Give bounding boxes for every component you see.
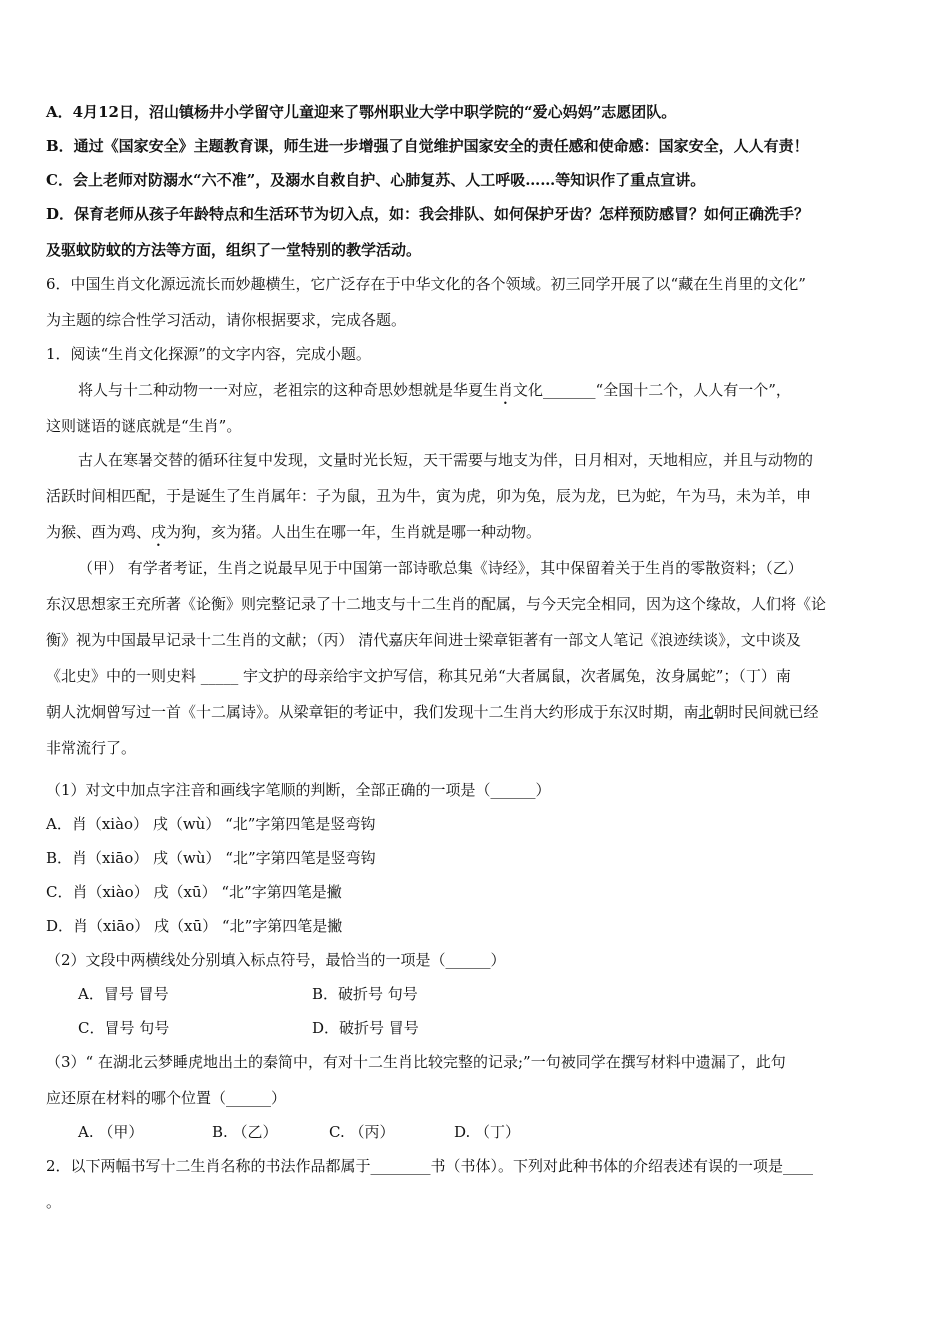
q1-stem: （1）对文中加点字注音和画线字笔顺的判断，全部正确的一项是（______） [46, 781, 551, 799]
passage-p3-line6: 非常流行了。 [46, 739, 137, 757]
q2-option-d: D．破折号 冒号 [312, 1019, 419, 1037]
passage-p2-line1: 古人在寒暑交替的循环往复中发现，文量时光长短，天干需要与地支为伴，日月相对，天地相应，并且与动物的 [78, 451, 814, 469]
option-b: B．通过《国家安全》主题教育课，师生进一步增强了自觉维护国家安全的责任感和使命感：国家安全，人人有责！ [46, 137, 809, 155]
dotted-char-xiao: 肖 [498, 381, 514, 399]
q2-option-a: A．冒号 冒号 [78, 985, 169, 1003]
option-d-line1: D．保育老师从孩子年龄特点和生活环节为切入点，如：我会排队、如何保护牙齿？怎样预防感冒？如何正确洗手？ [46, 205, 810, 223]
q1-option-a: A．肖（xiào） 戌（wù） “北”字第四笔是竖弯钩 [46, 815, 376, 833]
passage-p1-line2: 这则谜语的谜底就是“生肖”。 [46, 417, 242, 435]
dotted-char-xu: 戌 [151, 523, 167, 541]
passage-text: 为猴、酉为鸡、 [46, 523, 152, 541]
passage-text: 为狗，亥为猪。人出生在哪一年，生肖就是哪一种动物。 [166, 523, 542, 541]
underlined-char-bei: 北 [698, 703, 714, 721]
sub2-line1: 2．以下两幅书写十二生肖名称的书法作品都属于________书（书体）。下列对此种书体的介绍表述有误的一项是____ [46, 1157, 814, 1175]
passage-p3-line1: （甲） 有学者考证，生肖之说最早见于中国第一部诗歌总集《诗经》，其中保留着关于生肖的零散资料；（乙） [78, 559, 803, 577]
q3-option-b: B. （乙） [212, 1123, 278, 1141]
q3-option-d: D. （丁） [454, 1123, 521, 1141]
option-a: A．4月12日，沼山镇杨井小学留守儿童迎来了鄂州职业大学中职学院的“爱心妈妈”志愿团队。 [46, 103, 677, 121]
q6-intro-line1: 6．中国生肖文化源远流长而妙趣横生，它广泛存在于中华文化的各个领域。初三同学开展了以“藏在生肖里的文化” [46, 275, 806, 293]
passage-text: 朝时民间就已经 [713, 703, 819, 721]
option-d-line2: 及驱蚊防蚊的方法等方面，组织了一堂特别的教学活动。 [46, 241, 422, 259]
q6-intro-line2: 为主题的综合性学习活动，请你根据要求，完成各题。 [46, 311, 407, 329]
q2-option-c: C．冒号 句号 [78, 1019, 170, 1037]
passage-p2-line3 [46, 522, 541, 550]
passage-p3-line5 [46, 702, 819, 722]
passage-text: 文化_______“全国十二个，人人有一个”， [513, 381, 791, 399]
sub1-title: 1．阅读“生肖文化探源”的文字内容，完成小题。 [46, 345, 371, 363]
passage-p3-line2: 东汉思想家王充所著《论衡》则完整记录了十二地支与十二生肖的配属，与今天完全相同，因为这个缘故，人们将《论 [46, 595, 827, 613]
q2-stem: （2）文段中两横线处分别填入标点符号，最恰当的一项是（______） [46, 951, 506, 969]
sub2-line2: 。 [46, 1193, 62, 1211]
passage-p2-line2: 活跃时间相匹配，于是诞生了生肖属年：子为鼠，丑为牛，寅为虎，卯为兔，辰为龙，巳为蛇，午为马，未为羊，申 [46, 487, 812, 505]
passage-p1-line1 [78, 380, 791, 408]
q1-option-b: B．肖（xiāo） 戌（wù） “北”字第四笔是竖弯钩 [46, 849, 376, 867]
passage-p3-line3: 衡》视为中国最早记录十二生肖的文献；（丙） 清代嘉庆年间进士梁章钜著有一部文人笔记《浪迹续谈》，文中谈及 [46, 631, 801, 649]
option-c: C．会上老师对防溺水“六不准”，及溺水自救自护、心肺复苏、人工呼吸……等知识作了重点宣讲。 [46, 171, 706, 189]
q3-stem-line1: （3）“ 在湖北云梦睡虎地出土的秦简中，有对十二生肖比较完整的记录;”一句被同学在撰写材料中遗漏了，此句 [46, 1053, 786, 1071]
q3-option-a: A. （甲） [78, 1123, 144, 1141]
q3-stem-line2: 应还原在材料的哪个位置（______） [46, 1089, 287, 1107]
q2-option-b: B．破折号 句号 [312, 985, 418, 1003]
q3-option-c: C. （丙） [329, 1123, 395, 1141]
q1-option-c: C．肖（xiào） 戌（xū） “北”字第四笔是撇 [46, 883, 342, 901]
q1-option-d: D．肖（xiāo） 戌（xū） “北”字第四笔是撇 [46, 917, 343, 935]
passage-p3-line4: 《北史》中的一则史料 _____ 宇文护的母亲给宇文护写信，称其兄弟“大者属鼠，次者属兔，汝身属蛇”；（丁）南 [46, 667, 791, 685]
passage-text: 朝人沈炯曾写过一首《十二属诗》。从梁章钜的考证中，我们发现十二生肖大约形成于东汉时期，南 [46, 703, 699, 721]
passage-text: 将人与十二种动物一一对应，老祖宗的这种奇思妙想就是华夏生 [78, 381, 499, 399]
